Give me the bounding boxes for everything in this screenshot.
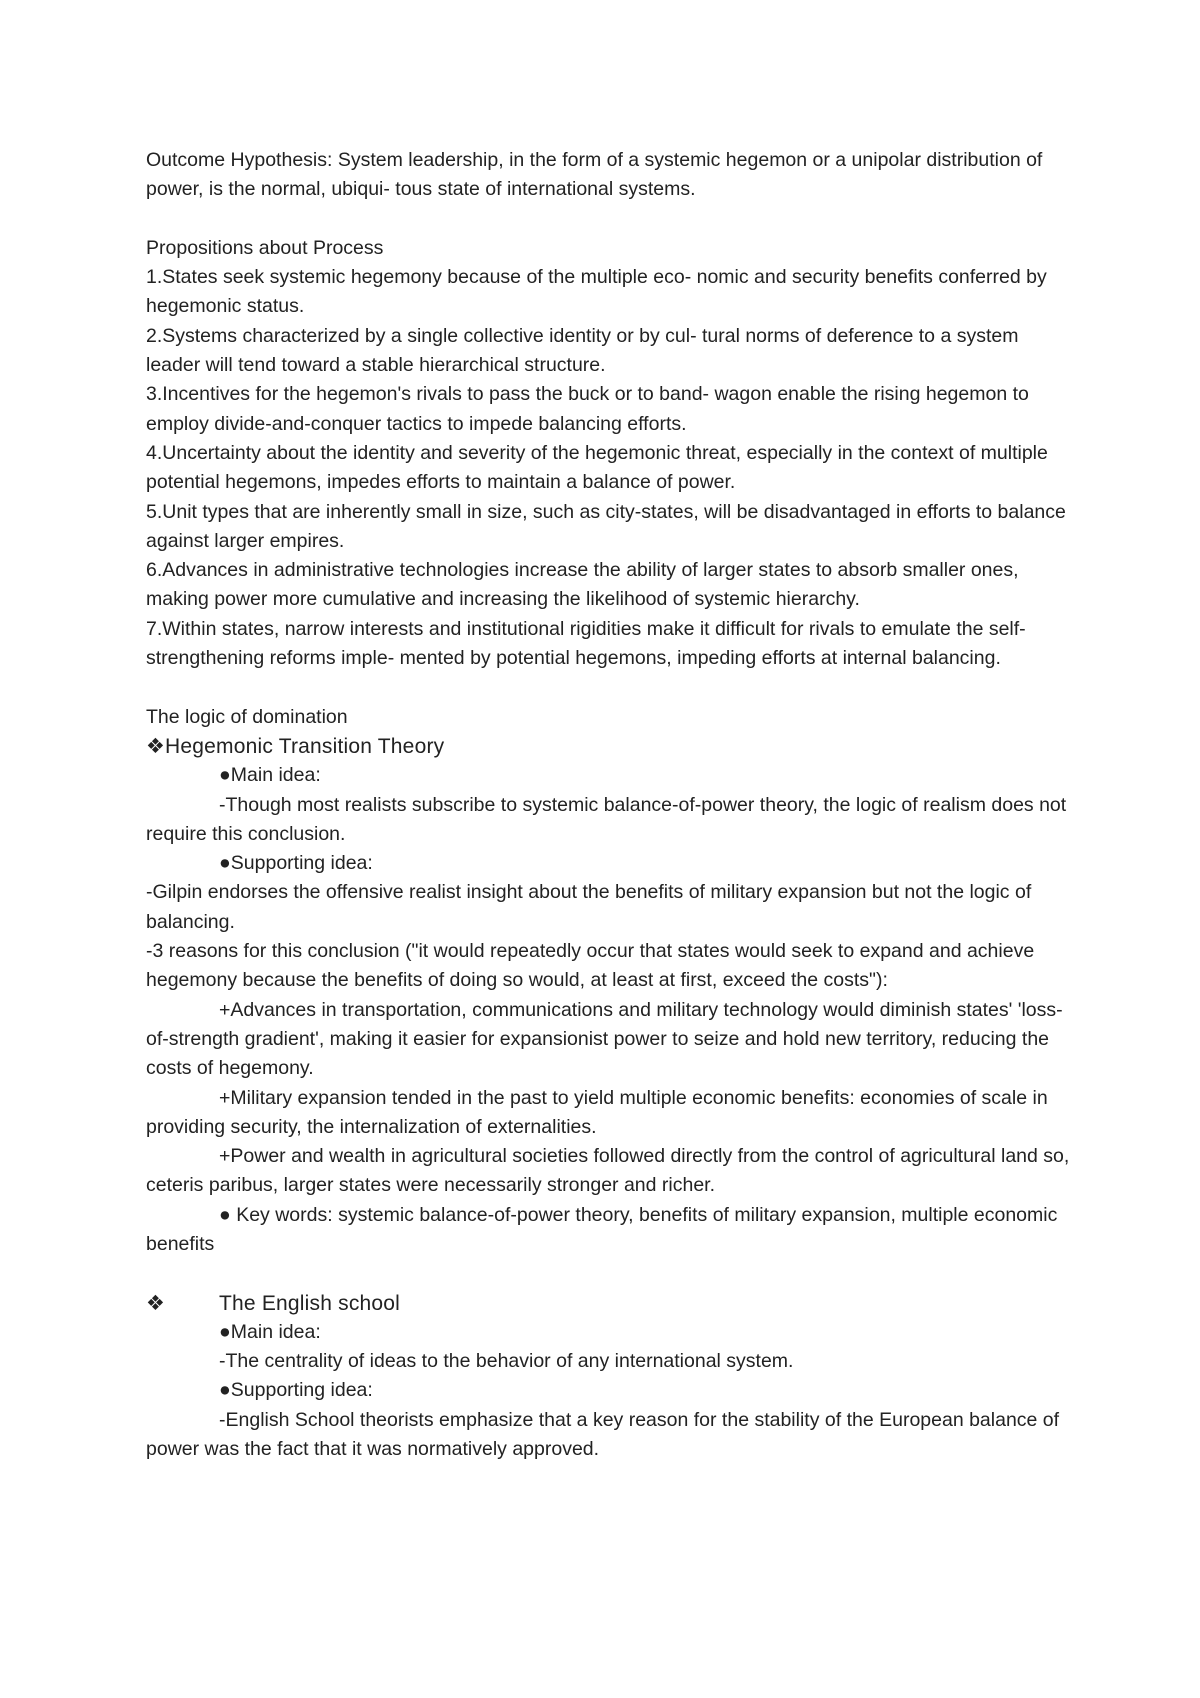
- proposition-2: 2.Systems characterized by a single collective identity or by cul- tural norms of deference to a system leader will tend toward a stable hierarchical structure.: [146, 324, 1019, 377]
- english-main-text: -The centrality of ideas to the behavior of any international system.: [219, 1350, 794, 1373]
- spacer: [146, 1259, 1076, 1288]
- english-main-label: ●Main idea:: [219, 1320, 321, 1343]
- hegemonic-support-2: -3 reasons for this conclusion ("it would repeatedly occur that states would seek to expand and achieve hegemony because the benefits of doing so would, at least at first, exceed the costs"):: [146, 940, 1035, 992]
- proposition-7: 7.Within states, narrow interests and institutional rigidities make it difficult for rivals to emulate the self-strengthening reforms imple- mented by potential hegemons, impeding efforts at internal balancing.: [146, 617, 1026, 670]
- logic-title: The logic of domination: [146, 705, 348, 728]
- spacer: [146, 205, 1076, 234]
- hegemonic-reason-2-body: +Military expansion tended in the past to yield multiple economic benefits: economies of scale in providing security, the internalization of externalities.: [146, 1086, 1048, 1138]
- hegemonic-support-1: -Gilpin endorses the offensive realist insight about the benefits of military expansion but not the logic of balancing.: [146, 881, 1032, 933]
- hegemonic-keywords-body: ● Key words: systemic balance-of-power theory, benefits of military expansion, multiple economic benefits: [146, 1203, 1058, 1255]
- propositions-title: Propositions about Process: [146, 236, 384, 259]
- hegemonic-reason-3-body: +Power and wealth in agricultural societies followed directly from the control of agricultural land so, ceteris paribus, larger states were necessarily stronger and richer.: [146, 1145, 1070, 1197]
- hegemonic-support-label: ●Supporting idea:: [219, 852, 373, 875]
- hegemonic-main-text: [146, 791, 1076, 850]
- proposition-5: 5.Unit types that are inherently small in size, such as city-states, will be disadvantaged in efforts to balance against larger empires.: [146, 500, 1066, 552]
- hegemonic-reason-1: [146, 996, 1076, 1084]
- english-support-label: ●Supporting idea:: [219, 1379, 373, 1402]
- hegemonic-main-label: ●Main idea:: [219, 764, 321, 787]
- hegemonic-heading: ❖Hegemonic Transition Theory: [146, 734, 445, 758]
- diamond-bullet-icon: ❖: [146, 1291, 166, 1315]
- english-support-text: [146, 1406, 1076, 1465]
- english-heading: The English school: [219, 1291, 401, 1315]
- proposition-4: 4.Uncertainty about the identity and severity of the hegemonic threat, especially in the context of multiple potential hegemons, impedes efforts to maintain a balance of power.: [146, 441, 1048, 494]
- hegemonic-main-text-body: -Though most realists subscribe to systemic balance-of-power theory, the logic of realism does not require this conclusion.: [146, 793, 1067, 845]
- english-heading-row: [146, 1289, 1076, 1318]
- document-page: [146, 146, 1076, 1464]
- english-support-text-body: -English School theorists emphasize that a key reason for the stability of the European balance of power was the fact that it was normatively approved.: [146, 1408, 1060, 1461]
- hegemonic-reason-3: [146, 1142, 1076, 1201]
- outcome-hypothesis: Outcome Hypothesis: System leadership, in the form of a systemic hegemon or a unipolar distribution of power, is the normal, ubiqui- tous state of international systems.: [146, 149, 1043, 201]
- proposition-1: 1.States seek systemic hegemony because of the multiple eco- nomic and security benefits conferred by hegemonic status.: [146, 266, 1047, 318]
- hegemonic-reason-1-body: +Advances in transportation, communications and military technology would diminish states' 'loss-of-strength gradient', making it easier for expansionist power to seize and hold new territory, reducing the costs of hegemony.: [146, 998, 1063, 1080]
- proposition-6: 6.Advances in administrative technologies increase the ability of larger states to absorb smaller ones, making power more cumulative and increasing the likelihood of systemic hierarchy.: [146, 559, 1019, 611]
- hegemonic-keywords: [146, 1201, 1076, 1260]
- hegemonic-reason-2: [146, 1084, 1076, 1143]
- proposition-3: 3.Incentives for the hegemon's rivals to pass the buck or to band- wagon enable the rising hegemon to employ divide-and-conquer tactics to impede balancing efforts.: [146, 383, 1029, 435]
- spacer: [146, 673, 1076, 702]
